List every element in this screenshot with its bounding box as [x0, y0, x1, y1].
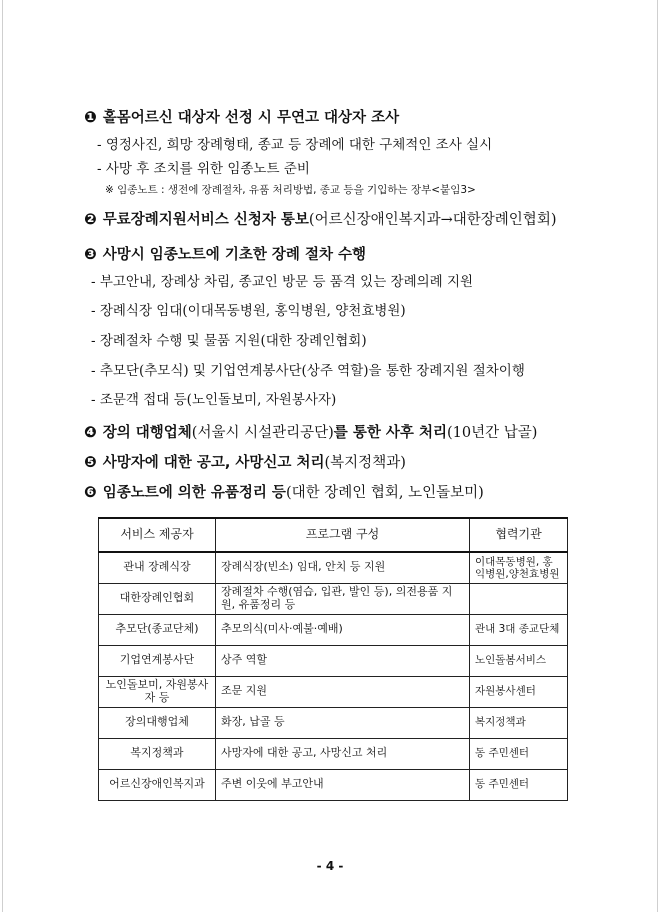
- page-border-left: [2, 0, 3, 912]
- partner-cell: 이대목동병원, 홍익병원,양천효병원: [470, 552, 568, 583]
- item-3-sub-3: - 장례절차 수행 및 물품 지원(대한 장례인협회): [91, 333, 367, 349]
- partner-cell: 관내 3대 종교단체: [470, 614, 568, 645]
- item-3-sub-2: - 장례식장 임대(이대목동병원, 홍익병원, 양천효병원): [91, 303, 406, 319]
- program-cell: 장례식장(빈소) 임대, 안치 등 지원: [216, 552, 470, 583]
- table-row: [99, 614, 568, 645]
- program-cell: 주변 이웃에 부고안내: [216, 769, 470, 800]
- item-1-number: ❶: [84, 108, 97, 126]
- item-5-paren: (복지정책과): [324, 455, 406, 471]
- table-row: [99, 676, 568, 707]
- program-cell: 화장, 납골 등: [216, 707, 470, 738]
- program-cell: 장례절차 수행(염습, 입관, 발인 등), 의전용품 지원, 유품정리 등: [216, 583, 470, 614]
- table-row: [99, 552, 568, 583]
- item-1-title: 홀몸어르신 대상자 선정 시 무연고 대상자 조사: [102, 110, 400, 126]
- provider-cell: 추모단(종교단체): [99, 614, 216, 645]
- partner-cell: 동 주민센터: [470, 769, 568, 800]
- program-cell: 사망자에 대한 공고, 사망신고 처리: [216, 738, 470, 769]
- item-3-sub-4: - 추모단(추모식) 및 기업연계봉사단(상주 역할)을 통한 장례지원 절차이행: [91, 363, 525, 379]
- item-4-paren: (서울시 시설관리공단): [191, 425, 334, 441]
- provider-cell: 대한장례인협회: [99, 583, 216, 614]
- item-3-heading: [84, 243, 366, 264]
- table-row: [99, 645, 568, 676]
- provider-cell: 관내 장례식장: [99, 552, 216, 583]
- table-row: [99, 707, 568, 738]
- item-4-heading: [84, 421, 537, 442]
- provider-cell: 기업연계봉사단: [99, 645, 216, 676]
- item-5-title: 사망자에 대한 공고, 사망신고 처리: [102, 455, 325, 471]
- table-row: [99, 583, 568, 614]
- item-3-title: 사망시 임종노트에 기초한 장례 절차 수행: [102, 247, 367, 263]
- service-provider-table: [98, 517, 568, 801]
- provider-cell: 복지정책과: [99, 738, 216, 769]
- item-1-sub-2: - 사망 후 조치를 위한 임종노트 준비: [97, 161, 310, 177]
- program-cell: 상주 역할: [216, 645, 470, 676]
- page-number: - 4 -: [316, 859, 344, 873]
- provider-cell: 노인돌보미, 자원봉사자 등: [99, 676, 216, 707]
- item-2-number: ❷: [84, 210, 97, 228]
- item-1-note: ※ 임종노트 : 생전에 장례절차, 유품 처리방법, 종교 등을 기입하는 장부<붙임3>: [105, 184, 476, 196]
- item-1-heading: [84, 106, 399, 127]
- item-3-number: ❸: [84, 245, 97, 263]
- item-4-paren-2: (10년간 납골): [447, 425, 538, 441]
- table-header-row: [99, 518, 568, 552]
- item-6-number: ❻: [84, 483, 97, 501]
- item-3-sub-1: - 부고안내, 장례상 차림, 종교인 방문 등 품격 있는 장례의례 지원: [91, 274, 474, 290]
- program-cell: 조문 지원: [216, 676, 470, 707]
- item-3-sub-5: - 조문객 접대 등(노인돌보미, 자원봉사자): [91, 392, 337, 408]
- partner-cell: [470, 583, 568, 614]
- item-5-number: ❺: [84, 453, 97, 471]
- header-partner: 협력기관: [470, 518, 568, 552]
- item-2-title: 무료장례지원서비스 신청자 통보: [102, 212, 309, 228]
- header-program: 프로그램 구성: [216, 518, 470, 552]
- program-cell: 추모의식(미사·예불·예배): [216, 614, 470, 645]
- item-2-heading: [84, 208, 556, 229]
- item-2-paren: (어르신장애인복지과→대한장례인협회): [308, 212, 557, 228]
- partner-cell: 동 주민센터: [470, 738, 568, 769]
- item-5-heading: [84, 451, 406, 472]
- provider-cell: 장의대행업체: [99, 707, 216, 738]
- header-provider: 서비스 제공자: [99, 518, 216, 552]
- item-4-title-2: 를 통한 사후 처리: [333, 425, 447, 441]
- item-4-title: 장의 대행업체: [102, 425, 192, 441]
- table-row: [99, 769, 568, 800]
- provider-cell: 어르신장애인복지과: [99, 769, 216, 800]
- table-row: [99, 738, 568, 769]
- page-border-right: [657, 0, 658, 912]
- item-6-title: 임종노트에 의한 유품정리 등: [102, 485, 286, 501]
- item-4-number: ❹: [84, 423, 97, 441]
- partner-cell: 복지정책과: [470, 707, 568, 738]
- item-6-paren: (대한 장례인 협회, 노인돌보미): [285, 485, 484, 501]
- item-6-heading: [84, 481, 484, 502]
- item-1-sub-1: - 영정사진, 희망 장례형태, 종교 등 장례에 대한 구체적인 조사 실시: [97, 137, 493, 153]
- partner-cell: 노인돌봄서비스: [470, 645, 568, 676]
- partner-cell: 자원봉사센터: [470, 676, 568, 707]
